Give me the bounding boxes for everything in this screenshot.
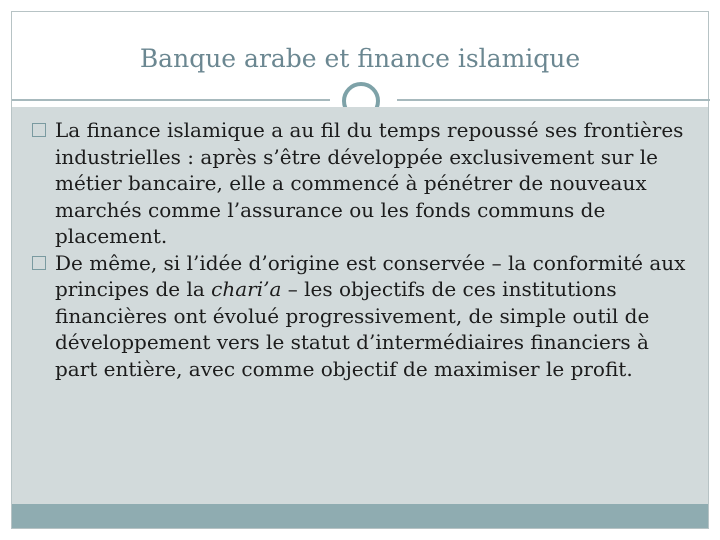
footer-bar xyxy=(12,504,708,528)
title-divider-left xyxy=(12,99,330,101)
slide-title: Banque arabe et finance islamique xyxy=(139,44,581,73)
square-bullet-icon xyxy=(32,123,46,137)
bullet-text-2-italic: chari’a xyxy=(211,277,282,301)
bullet-item-2 xyxy=(32,250,697,383)
content-area xyxy=(12,107,708,505)
bullet-list xyxy=(32,117,697,382)
square-bullet-icon xyxy=(32,256,46,270)
title-divider-right xyxy=(397,99,710,101)
bullet-text-1: La finance islamique a au fil du temps repoussé ses frontières industrielles : après s’être développée exclusivement sur le métier bancaire, elle a commencé à pénétrer de nouveaux marchés comme l’assurance ou les fonds communs de placement. xyxy=(55,118,684,248)
bullet-text-2-start: De même, si l’idée d’origine est conservée – la conformité aux principes de la xyxy=(55,250,686,301)
bullet-text-2-end: – les objectifs de ces institutions financières ont évolué progressivement, de simple outil de développement vers le statut d’intermédiaires financiers à part entière, avec comme objectif de maximiser le profit. xyxy=(55,277,650,381)
bullet-item-1 xyxy=(32,117,697,250)
slide-frame xyxy=(11,11,709,529)
